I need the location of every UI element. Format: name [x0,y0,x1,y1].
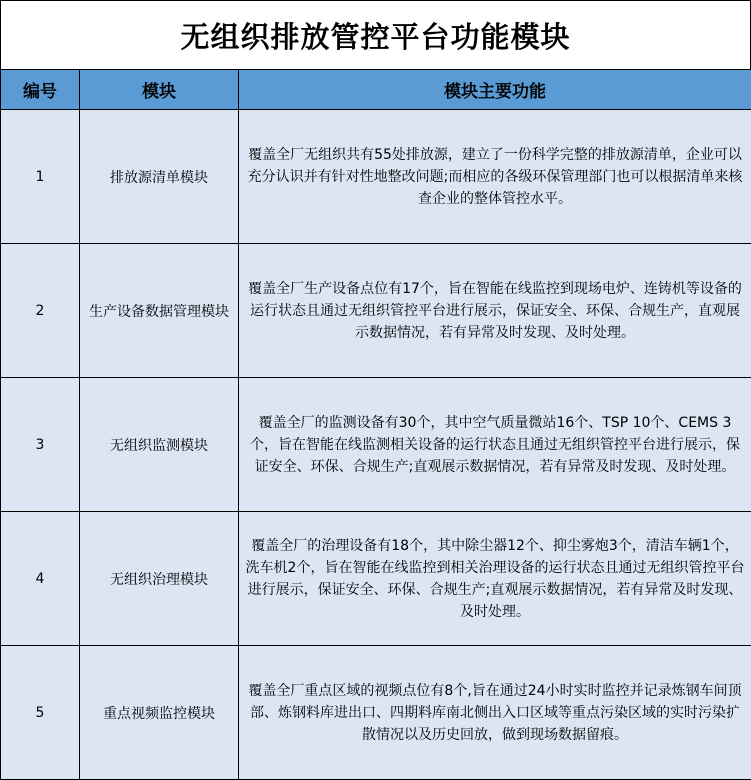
row-description: 覆盖全厂重点区域的视频点位有8个,旨在通过24小时实时监控并记录炼钢车间顶部、炼钢料库进出口、四期料库南北侧出入口区域等重点污染区域的实时污染扩散情况以及历史回放，做到现场数据留痕。 [239,646,751,780]
header-module: 模块 [80,70,239,110]
row-description: 覆盖全厂生产设备点位有17个，旨在智能在线监控到现场电炉、连铸机等设备的运行状态且通过无组织管控平台进行展示，保证安全、环保、合规生产，直观展示数据情况，若有异常及时发现、及时处理。 [239,244,751,378]
row-description: 覆盖全厂无组织共有55处排放源，建立了一份科学完整的排放源清单，企业可以充分认识并有针对性地整改问题;而相应的各级环保管理部门也可以根据清单来核查企业的整体管控水平。 [239,110,751,244]
table-title: 无组织排放管控平台功能模块 [0,0,751,69]
row-num: 5 [1,646,80,780]
table-row [1,244,751,378]
row-module: 无组织监测模块 [80,378,239,512]
table-row [1,646,751,780]
row-num: 1 [1,110,80,244]
module-table [0,69,751,780]
header-row [1,70,751,110]
row-num: 2 [1,244,80,378]
header-num: 编号 [1,70,80,110]
row-module: 无组织治理模块 [80,512,239,646]
row-description: 覆盖全厂的治理设备有18个，其中除尘器12个、抑尘雾炮3个，清洁车辆1个，洗车机2个，旨在智能在线监控到相关治理设备的运行状态且通过无组织管控平台进行展示，保证安全、环保、合规生产;直观展示数据情况，若有异常及时发现、及时处理。 [239,512,751,646]
row-module: 重点视频监控模块 [80,646,239,780]
row-module: 生产设备数据管理模块 [80,244,239,378]
table-row [1,512,751,646]
row-description: 覆盖全厂的监测设备有30个，其中空气质量微站16个、TSP 10个、CEMS 3个，旨在智能在线监测相关设备的运行状态且通过无组织管控平台进行展示，保证安全、环保、合规生产;直观展示数据情况，若有异常及时发现、及时处理。 [239,378,751,512]
table-row [1,110,751,244]
row-module: 排放源清单模块 [80,110,239,244]
table-row [1,378,751,512]
row-num: 3 [1,378,80,512]
header-function: 模块主要功能 [239,70,751,110]
row-num: 4 [1,512,80,646]
